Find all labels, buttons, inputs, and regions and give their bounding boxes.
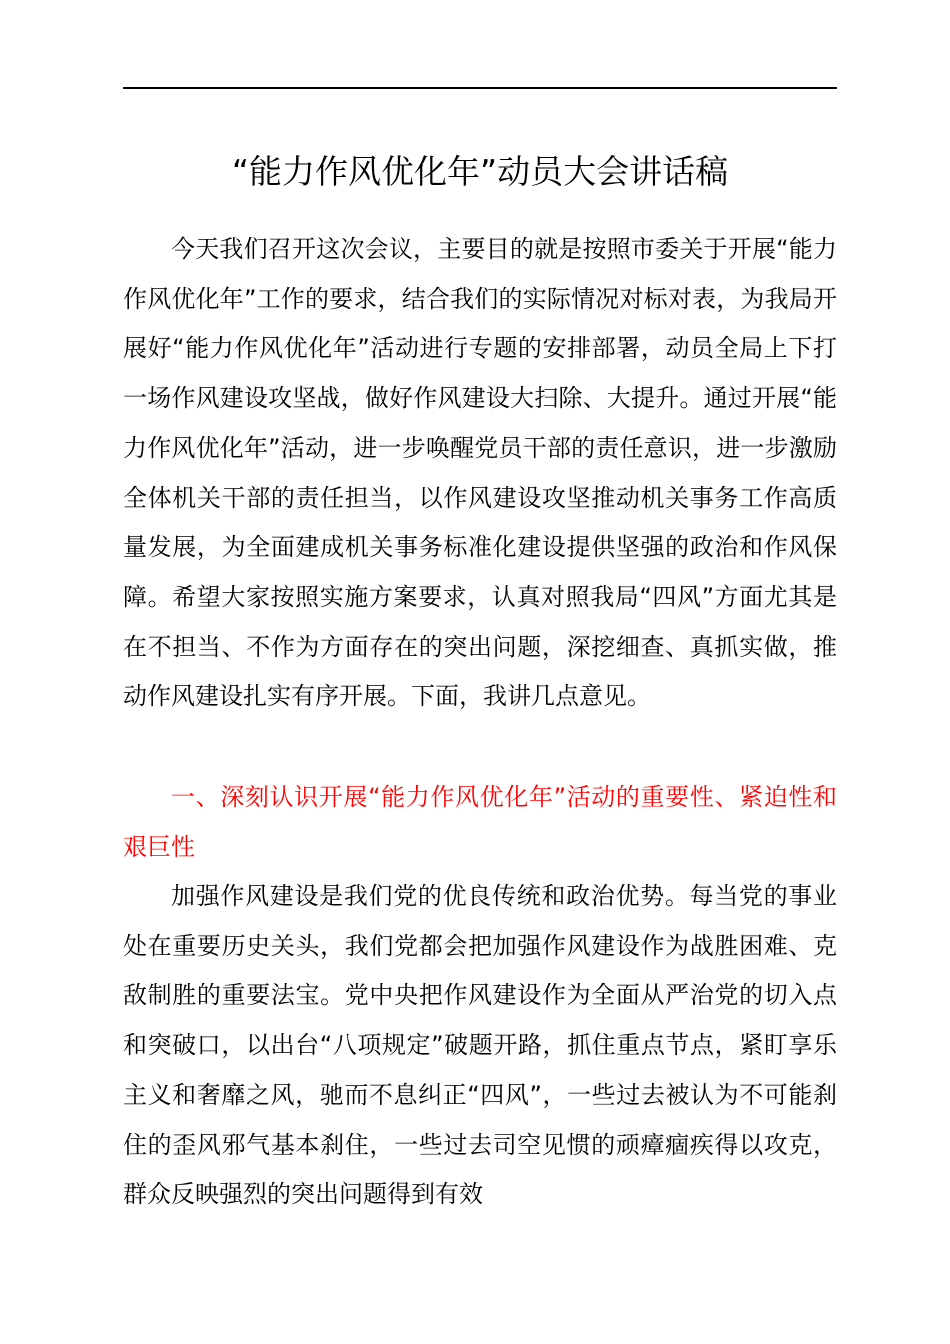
document-title: “能力作风优化年”动员大会讲话稿 <box>231 152 729 191</box>
section-heading-1: 一、深刻认识开展“能力作风优化年”活动的重要性、紧迫性和艰巨性 <box>123 783 837 861</box>
paragraph-section-1: 加强作风建设是我们党的优良传统和政治优势。每当党的事业处在重要历史关头，我们党都会把加强作风建设作为战胜困难、克敌制胜的重要法宝。党中央把作风建设作为全面从严治党的切入点和突破口，以出台“八项规定”破题开路，抓住重点节点，紧盯享乐主义和奢靡之风，驰而不息纠正“四风”，一些过去被认为不可能刹住的歪风邪气基本刹住，一些过去司空见惯的顽瘴痼疾得以攻克，群众反映强烈的突出问题得到有效 <box>123 882 837 1209</box>
paragraph-intro: 今天我们召开这次会议，主要目的就是按照市委关于开展“能力作风优化年”工作的要求，结合我们的实际情况对标对表，为我局开展好“能力作风优化年”活动进行专题的安排部署，动员全局上下打一场作风建设攻坚战，做好作风建设大扫除、大提升。通过开展“能力作风优化年”活动，进一步唤醒党员干部的责任意识，进一步激励全体机关干部的责任担当，以作风建设攻坚推动机关事务工作高质量发展，为全面建成机关事务标准化建设提供坚强的政治和作风保障。希望大家按照实施方案要求，认真对照我局“四风”方面尤其是在不担当、不作为方面存在的突出问题，深挖细查、真抓实做，推动作风建设扎实有序开展。下面，我讲几点意见。 <box>123 235 837 711</box>
header-divider <box>123 87 837 89</box>
